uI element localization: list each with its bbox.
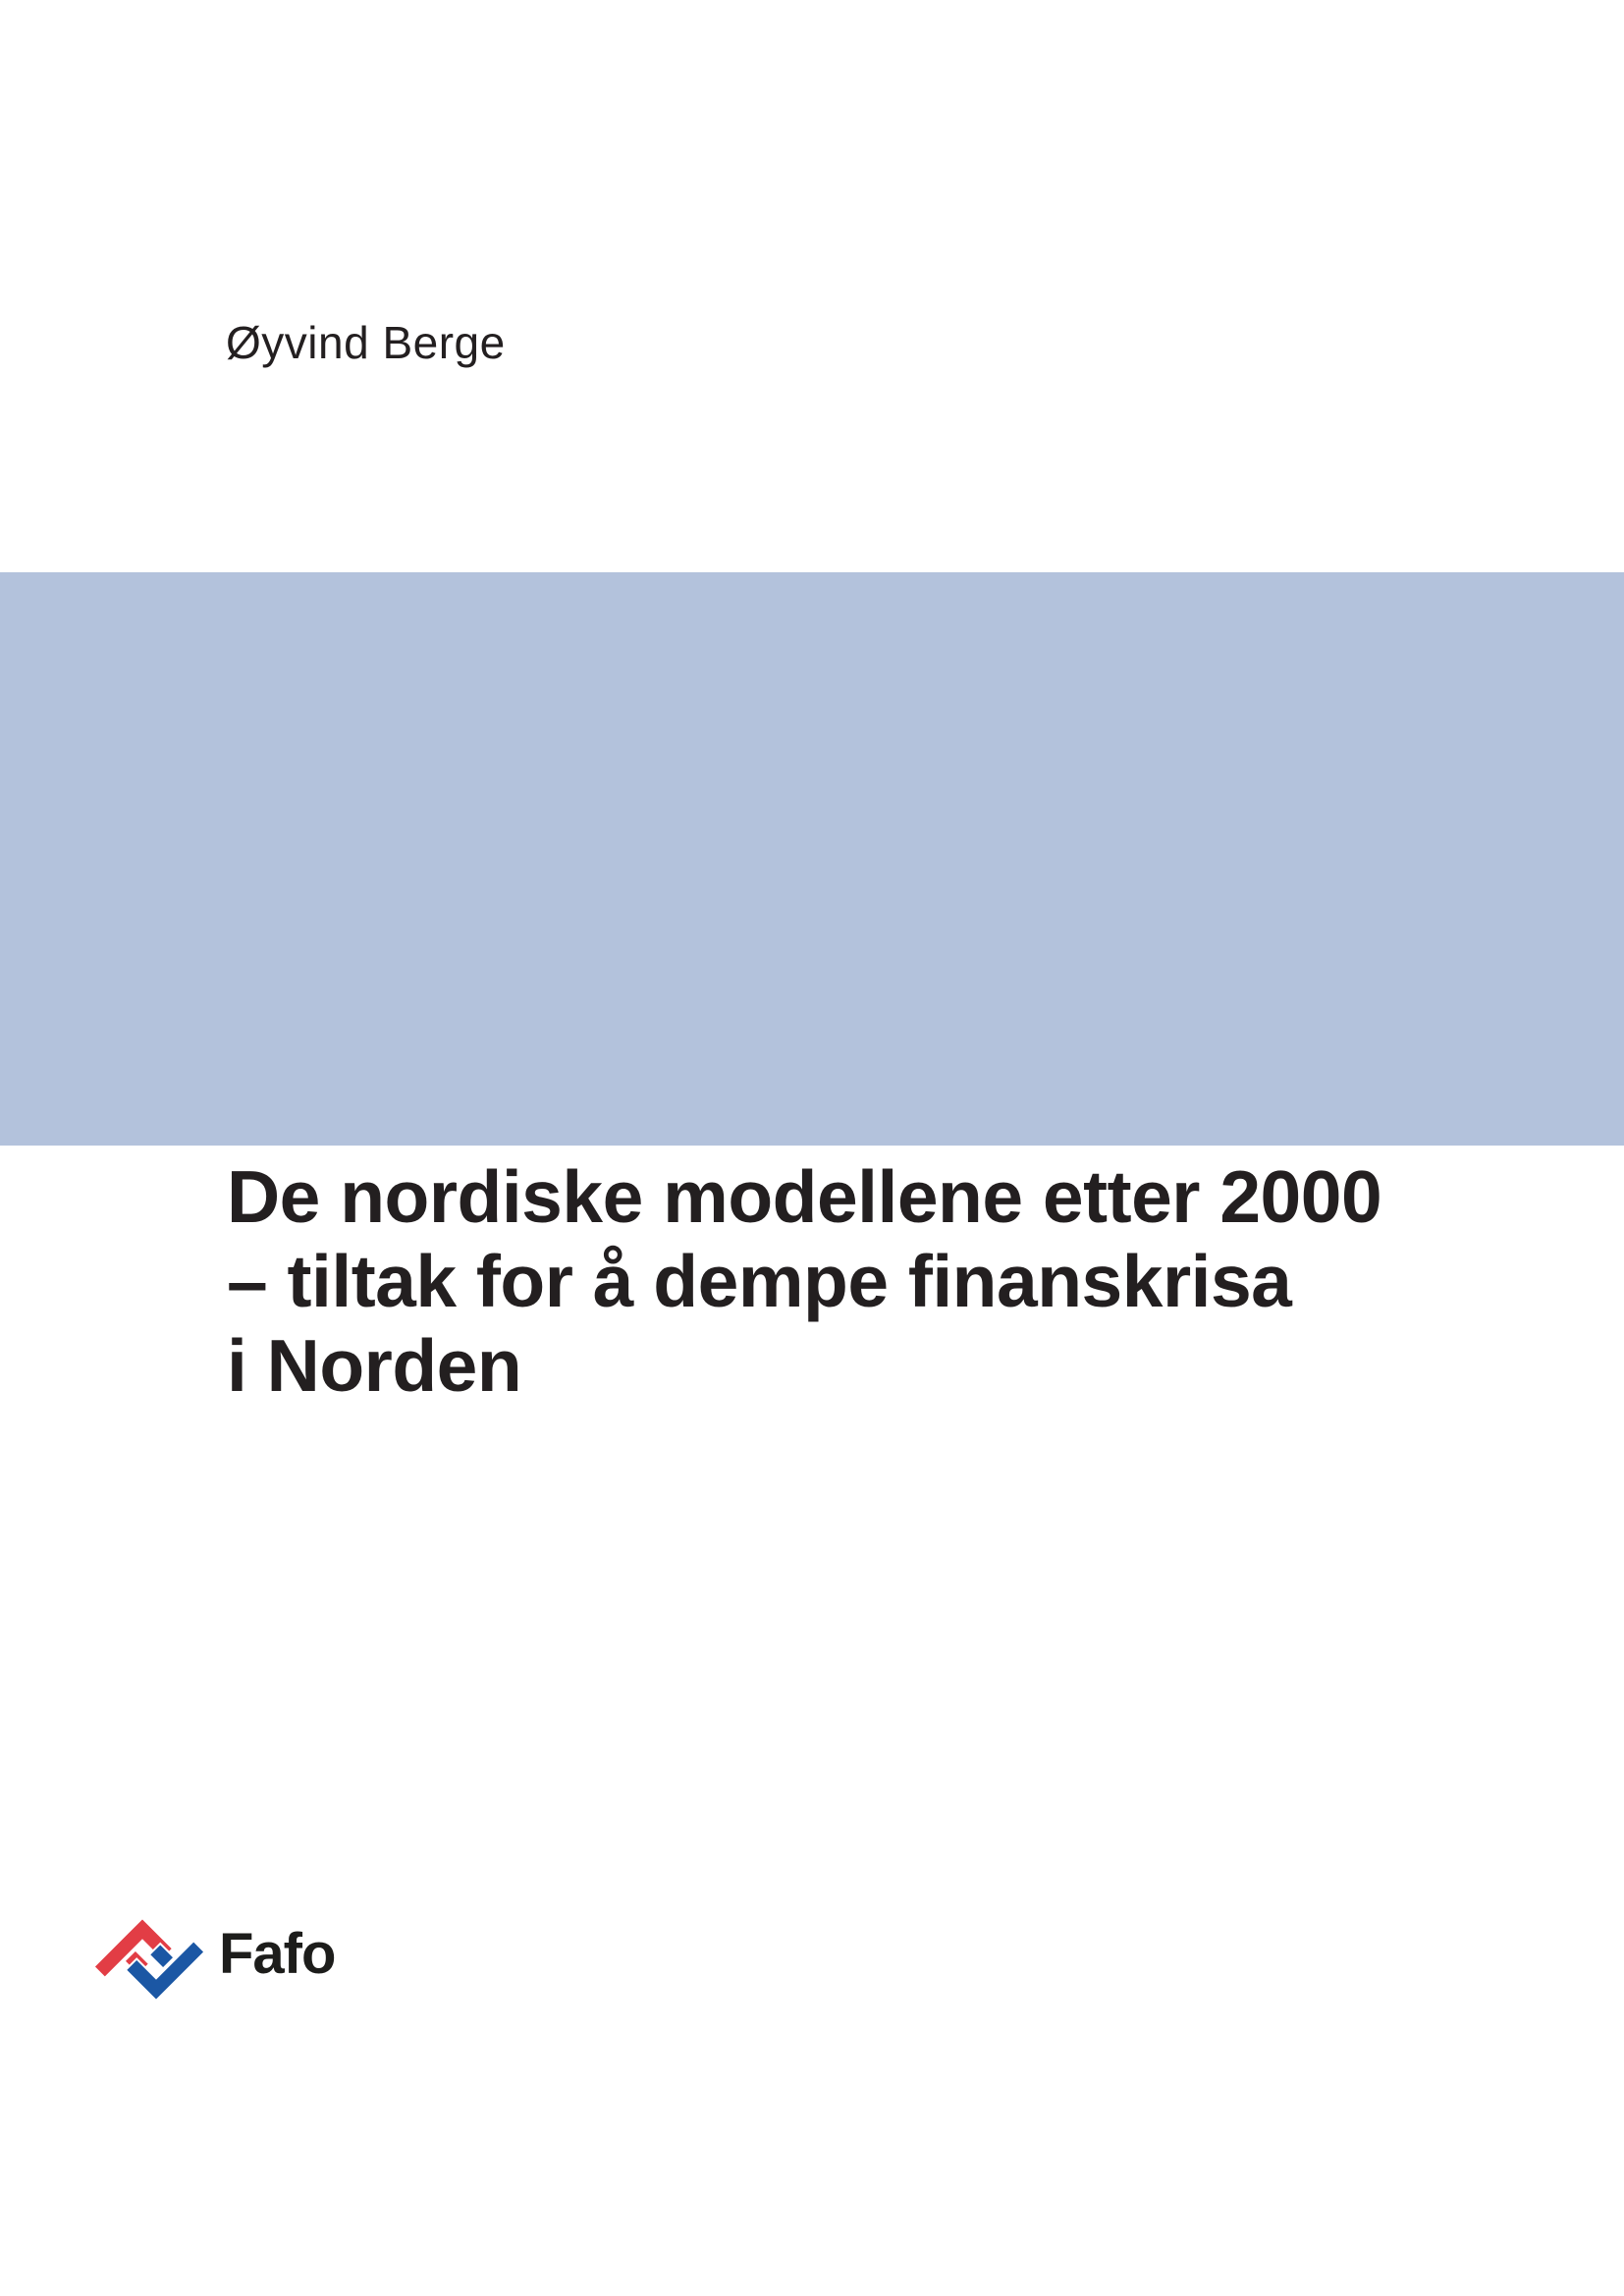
author-name: Øyvind Berge xyxy=(226,317,506,368)
report-title-line-2: – tiltak for å dempe finanskrisa xyxy=(227,1240,1292,1322)
report-title-line-3: i Norden xyxy=(227,1324,522,1407)
fafo-logo-icon xyxy=(93,1909,211,2007)
title-band xyxy=(0,572,1624,1407)
report-title-line-1: De nordiske modellene etter 2000 xyxy=(227,1155,1382,1238)
fafo-logo-wordmark: Fafo xyxy=(219,1922,336,1986)
report-title xyxy=(227,1154,1381,1408)
fafo-logo xyxy=(93,1909,447,2017)
